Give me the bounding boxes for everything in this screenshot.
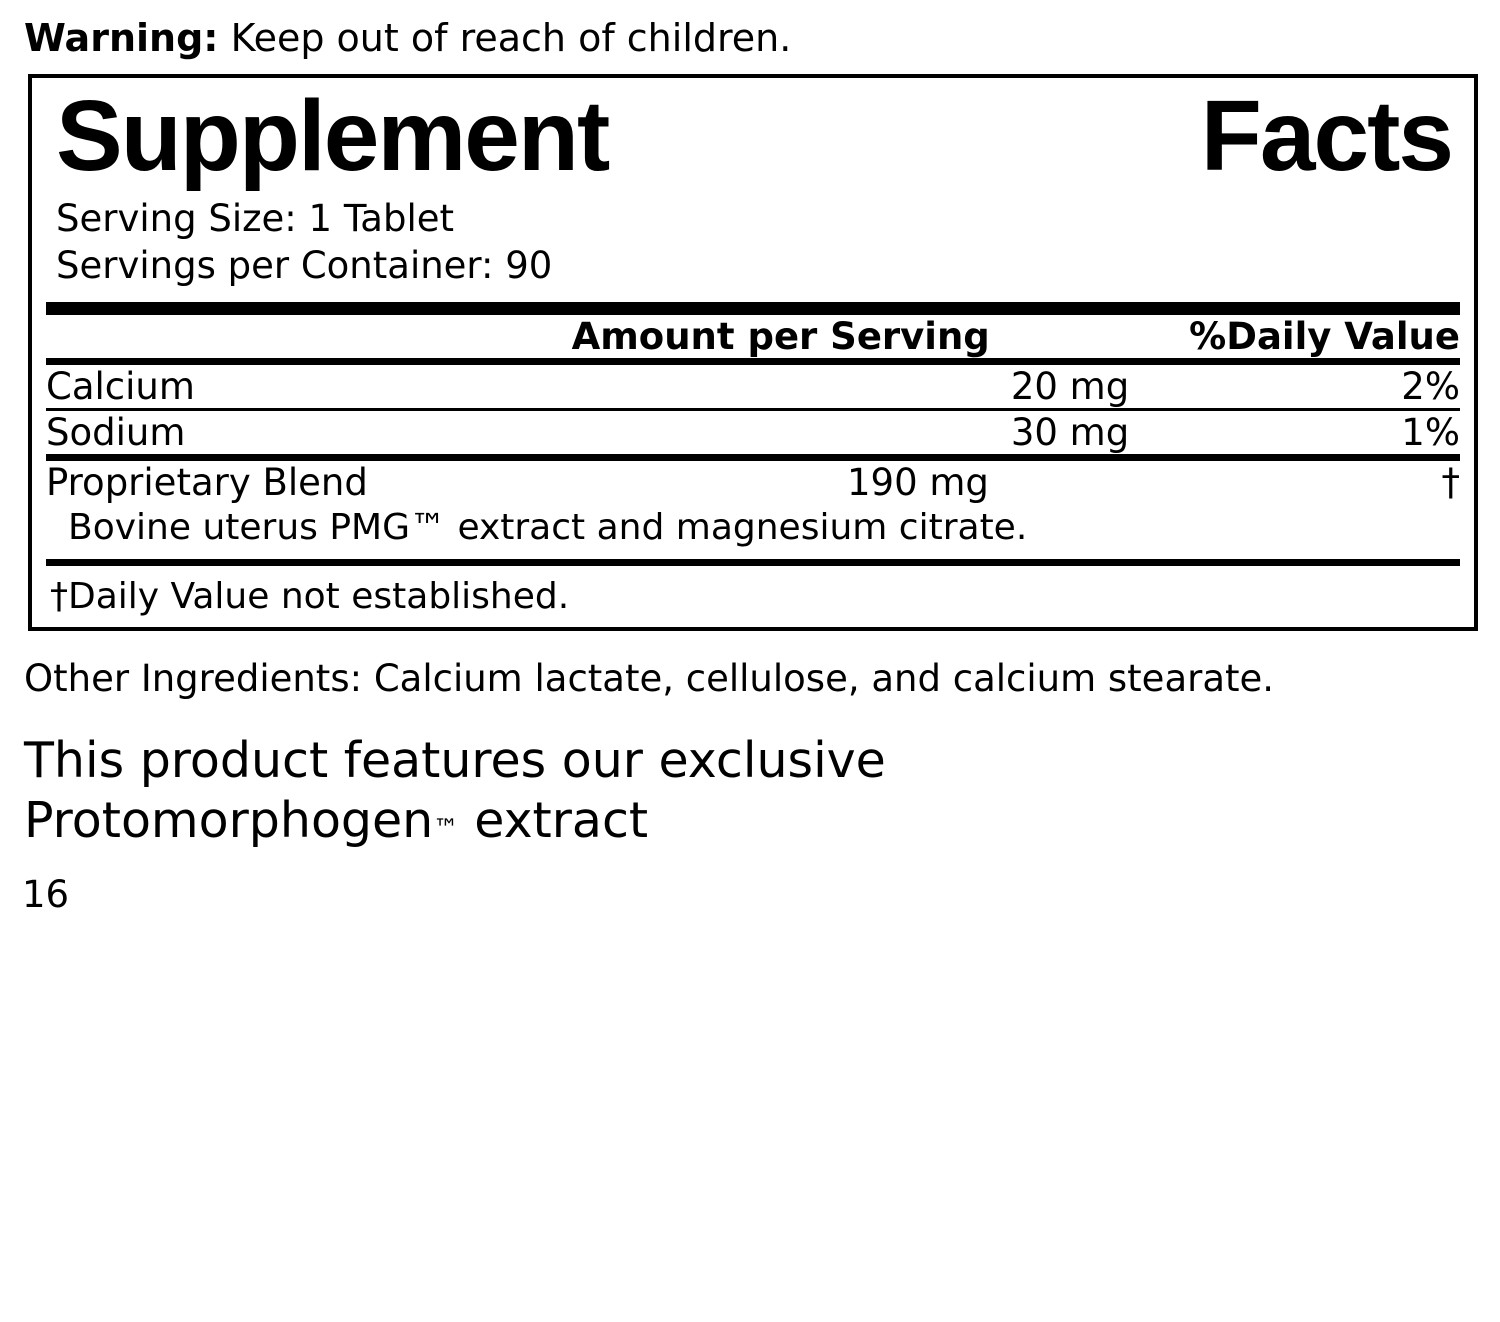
table-row <box>46 365 1460 410</box>
table-row <box>46 461 1460 504</box>
feature-line-2-post: extract <box>458 791 649 849</box>
divider-below-blend <box>46 559 1460 566</box>
nutrient-name: Sodium <box>46 409 479 454</box>
panel-title-facts: Facts <box>1200 79 1452 192</box>
nutrient-name: Calcium <box>46 364 195 408</box>
divider-below-header <box>46 358 1460 365</box>
nutrient-amount: 30 mg <box>479 409 1289 454</box>
blend-ingredients: Bovine uterus PMG™ extract and magnesium citrate. <box>68 506 1028 548</box>
serving-info <box>46 191 1460 298</box>
nutrition-table <box>46 315 1460 358</box>
divider-above-blend <box>46 454 1460 461</box>
warning-label: Warning: <box>24 16 219 60</box>
supplement-facts-panel <box>28 74 1478 631</box>
nutrient-amount: 20 mg <box>1010 364 1130 408</box>
feature-line-1: This product features our exclusive <box>24 732 886 790</box>
page-number: 16 <box>22 872 70 916</box>
nutrient-daily-value: 1% <box>1289 409 1460 454</box>
blend-amount: 190 mg <box>846 460 989 504</box>
panel-title <box>46 78 1460 191</box>
panel-title-supplement: Supplement <box>56 79 609 192</box>
servings-per-container: Servings per Container: 90 <box>56 244 553 288</box>
warning-text: Keep out of reach of children. <box>218 16 792 60</box>
feature-line-2-pre: Protomorphogen <box>24 791 434 849</box>
serving-size: Serving Size: 1 Tablet <box>56 196 455 240</box>
nutrient-rows <box>46 365 1460 454</box>
table-header-row <box>46 315 1460 358</box>
header-nutrient <box>46 315 572 358</box>
blend-daily-value: † <box>1441 460 1460 504</box>
header-amount-per-serving: Amount per Serving <box>571 314 990 358</box>
blend-table <box>46 461 1460 504</box>
nutrient-daily-value: 2% <box>1401 364 1460 408</box>
other-ingredients: Other Ingredients: Calcium lactate, cellulose, and calcium stearate. <box>24 656 1275 700</box>
feature-statement <box>18 701 1204 851</box>
blend-name: Proprietary Blend <box>46 460 368 504</box>
divider-thick-top <box>46 302 1460 315</box>
warning-line <box>18 0 1482 74</box>
header-daily-value: %Daily Value <box>1189 314 1460 358</box>
table-row <box>46 409 1460 454</box>
trademark-icon: ™ <box>433 813 459 844</box>
daily-value-footnote: †Daily Value not established. <box>50 575 570 617</box>
